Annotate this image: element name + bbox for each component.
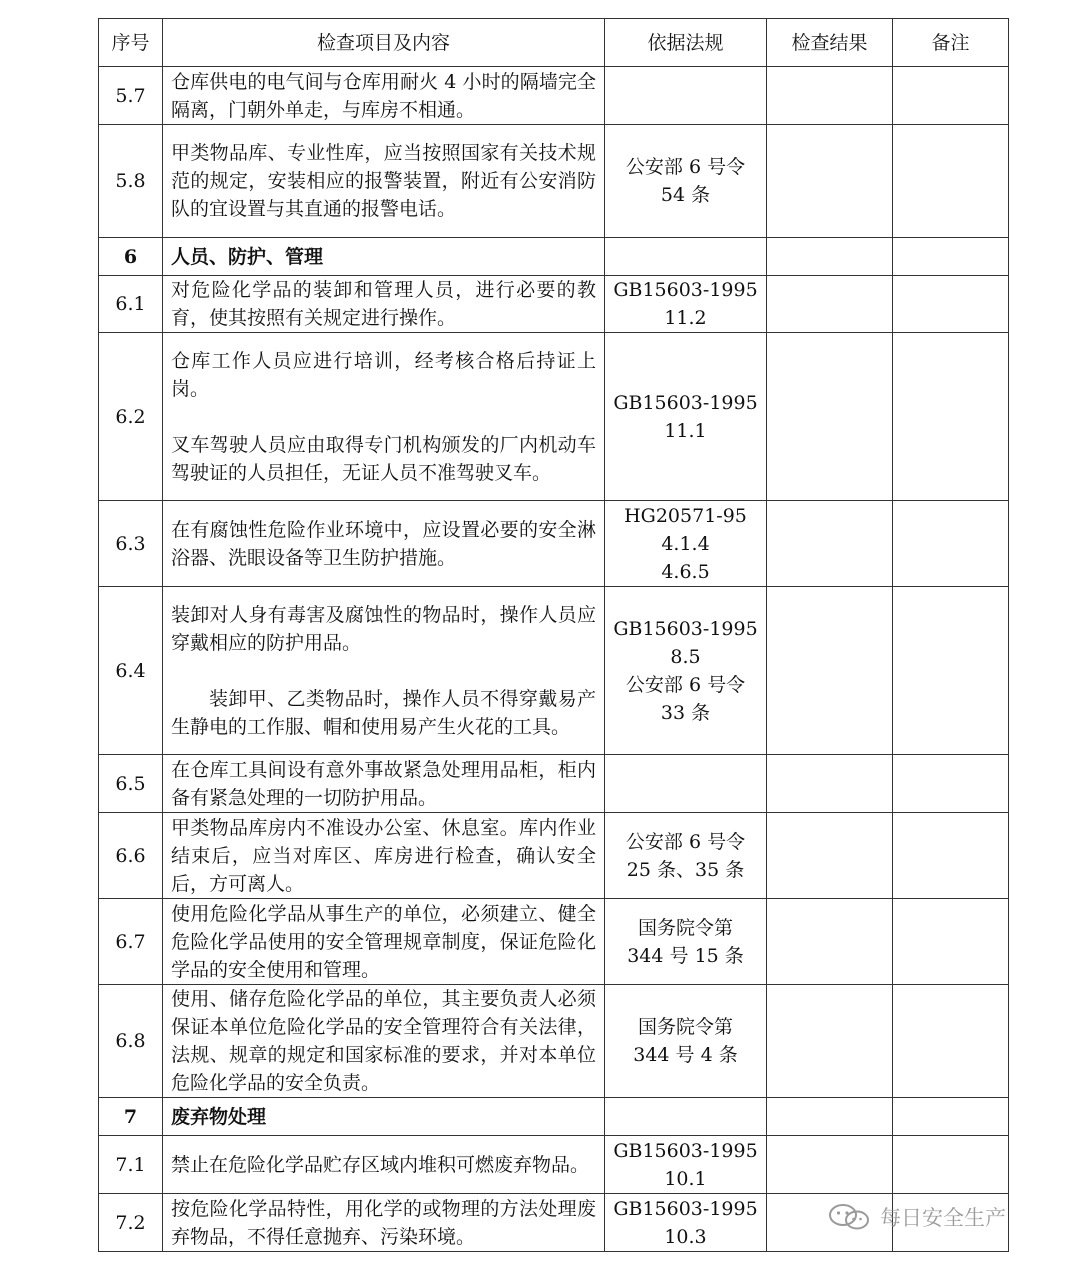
remark-cell (893, 813, 1009, 899)
table-row (99, 501, 1009, 587)
remark-cell (893, 587, 1009, 755)
law-line: 4.6.5 (661, 560, 710, 583)
content-paragraph: 仓库工作人员应进行培训，经考核合格后持证上岗。 (171, 349, 596, 400)
row-number: 6 (99, 238, 163, 276)
result-cell (767, 238, 893, 276)
table-row (99, 1136, 1009, 1194)
header-result: 检查结果 (767, 19, 893, 67)
row-number: 7.2 (99, 1194, 163, 1252)
law-cell (605, 1194, 767, 1252)
content-cell (163, 899, 605, 985)
content-paragraph: 禁止在危险化学品贮存区域内堆积可燃废弃物品。 (171, 1153, 590, 1176)
law-line: 11.2 (664, 307, 707, 329)
law-line: 10.3 (664, 1225, 707, 1248)
result-cell (767, 276, 893, 333)
remark-cell (893, 67, 1009, 125)
content-cell (163, 501, 605, 587)
result-cell (767, 333, 893, 501)
law-line: GB15603-1995 (613, 1197, 758, 1220)
result-cell (767, 501, 893, 587)
content-paragraph: 甲类物品库、专业性库，应当按照国家有关技术规范的规定，安装相应的报警装置，附近有公安消防队的宜设置与其直通的报警电话。 (171, 142, 596, 220)
law-line: 4.1.4 (661, 532, 710, 555)
remark-cell (893, 501, 1009, 587)
law-line: 国务院令第 (637, 916, 733, 939)
law-cell (605, 67, 767, 125)
law-cell (605, 238, 767, 276)
content-cell (163, 67, 605, 125)
content-cell (163, 985, 605, 1098)
result-cell (767, 985, 893, 1098)
content-paragraph: 仓库供电的电气间与仓库用耐火 4 小时的隔墙完全隔离，门朝外单走，与库房不相通。 (171, 70, 596, 121)
table-row (99, 813, 1009, 899)
row-number: 5.8 (99, 125, 163, 238)
table-row (99, 67, 1009, 125)
row-number: 5.7 (99, 67, 163, 125)
law-line: 54 条 (660, 184, 711, 206)
law-line: 8.5 (670, 645, 701, 668)
result-cell (767, 755, 893, 813)
law-line: 344 号 4 条 (633, 1044, 738, 1066)
content-cell (163, 587, 605, 755)
section-row (99, 1098, 1009, 1136)
law-line: 公安部 6 号令 (625, 156, 746, 178)
remark-cell (893, 1136, 1009, 1194)
content-paragraph: 叉车驾驶人员应由取得专门机构颁发的厂内机动车驾驶证的人员担任，无证人员不准驾驶叉车。 (171, 433, 596, 484)
result-cell (767, 813, 893, 899)
row-number: 6.3 (99, 501, 163, 587)
header-remark: 备注 (893, 19, 1009, 67)
content-paragraph: 装卸对人身有毒害及腐蚀性的物品时，操作人员应穿戴相应的防护用品。 (171, 603, 596, 654)
result-cell (767, 125, 893, 238)
law-cell (605, 1136, 767, 1194)
result-cell (767, 587, 893, 755)
remark-cell (893, 899, 1009, 985)
content-paragraph: 在仓库工具间设有意外事故紧急处理用品柜，柜内备有紧急处理的一切防护用品。 (171, 758, 596, 809)
law-cell (605, 813, 767, 899)
remark-cell (893, 276, 1009, 333)
law-cell (605, 276, 767, 333)
table-row (99, 985, 1009, 1098)
watermark (826, 1202, 1006, 1232)
row-number: 6.4 (99, 587, 163, 755)
table-row (99, 587, 1009, 755)
row-number: 7 (99, 1098, 163, 1136)
law-cell (605, 587, 767, 755)
content-paragraph: 在有腐蚀性危险作业环境中，应设置必要的安全淋浴器、洗眼设备等卫生防护措施。 (171, 518, 596, 569)
law-cell (605, 125, 767, 238)
law-line: 25 条、35 条 (626, 858, 745, 881)
content-paragraph: 使用、储存危险化学品的单位，其主要负责人必须保证本单位危险化学品的安全管理符合有关法律，法规、规章的规定和国家标准的要求，并对本单位危险化学品的安全负责。 (171, 988, 596, 1094)
law-line: HG20571-95 (624, 504, 747, 527)
content-paragraph: 甲类物品库房内不准设办公室、休息室。库内作业结束后，应当对库区、库房进行检查，确认安全后，方可离人。 (171, 816, 596, 895)
law-cell (605, 501, 767, 587)
table-row (99, 276, 1009, 333)
content-cell (163, 125, 605, 238)
law-line: 344 号 15 条 (627, 944, 744, 967)
wechat-icon (826, 1202, 874, 1232)
content-cell (163, 1136, 605, 1194)
header-row (99, 19, 1009, 67)
result-cell (767, 1136, 893, 1194)
row-number: 6.1 (99, 276, 163, 333)
law-line: 公安部 6 号令 (625, 830, 746, 853)
result-cell (767, 1098, 893, 1136)
row-number: 6.2 (99, 333, 163, 501)
header-content: 检查项目及内容 (163, 19, 605, 67)
law-cell (605, 333, 767, 501)
law-cell (605, 985, 767, 1098)
remark-cell (893, 333, 1009, 501)
law-line: 10.1 (664, 1167, 707, 1190)
content-paragraph: 装卸甲、乙类物品时，操作人员不得穿戴易产生静电的工作服、帽和使用易产生火花的工具。 (171, 687, 596, 738)
section-title: 废弃物处理 (163, 1098, 605, 1136)
content-cell (163, 333, 605, 501)
row-number: 6.5 (99, 755, 163, 813)
law-cell (605, 1098, 767, 1136)
law-cell (605, 899, 767, 985)
content-cell (163, 755, 605, 813)
content-cell (163, 276, 605, 333)
remark-cell (893, 238, 1009, 276)
header-law: 依据法规 (605, 19, 767, 67)
remark-cell (893, 1098, 1009, 1136)
law-line: 国务院令第 (637, 1016, 733, 1038)
table-row (99, 125, 1009, 238)
law-line: 公安部 6 号令 (625, 673, 746, 696)
content-paragraph: 使用危险化学品从事生产的单位，必须建立、健全危险化学品使用的安全管理规章制度，保证危险化学品的安全使用和管理。 (171, 902, 596, 981)
remark-cell (893, 755, 1009, 813)
row-number: 7.1 (99, 1136, 163, 1194)
table-row (99, 899, 1009, 985)
row-number: 6.6 (99, 813, 163, 899)
watermark-text: 每日安全生产 (880, 1206, 1006, 1230)
table-row (99, 333, 1009, 501)
row-number: 6.7 (99, 899, 163, 985)
law-line: 33 条 (660, 701, 711, 724)
section-title: 人员、防护、管理 (163, 238, 605, 276)
content-paragraph: 对危险化学品的装卸和管理人员，进行必要的教育，使其按照有关规定进行操作。 (171, 279, 596, 329)
remark-cell (893, 985, 1009, 1098)
result-cell (767, 67, 893, 125)
inspection-table (98, 18, 1009, 1252)
row-number: 6.8 (99, 985, 163, 1098)
law-cell (605, 755, 767, 813)
law-line: GB15603-1995 (613, 279, 758, 301)
law-line: GB15603-1995 (613, 1139, 758, 1162)
content-cell (163, 1194, 605, 1252)
law-line: GB15603-1995 (613, 617, 758, 640)
content-paragraph: 按危险化学品特性，用化学的或物理的方法处理废弃物品，不得任意抛弃、污染环境。 (171, 1197, 596, 1248)
law-line: 11.1 (664, 419, 707, 442)
law-line: GB15603-1995 (613, 391, 758, 414)
table-row (99, 755, 1009, 813)
remark-cell (893, 125, 1009, 238)
content-cell (163, 813, 605, 899)
section-row (99, 238, 1009, 276)
result-cell (767, 899, 893, 985)
header-no: 序号 (99, 19, 163, 67)
